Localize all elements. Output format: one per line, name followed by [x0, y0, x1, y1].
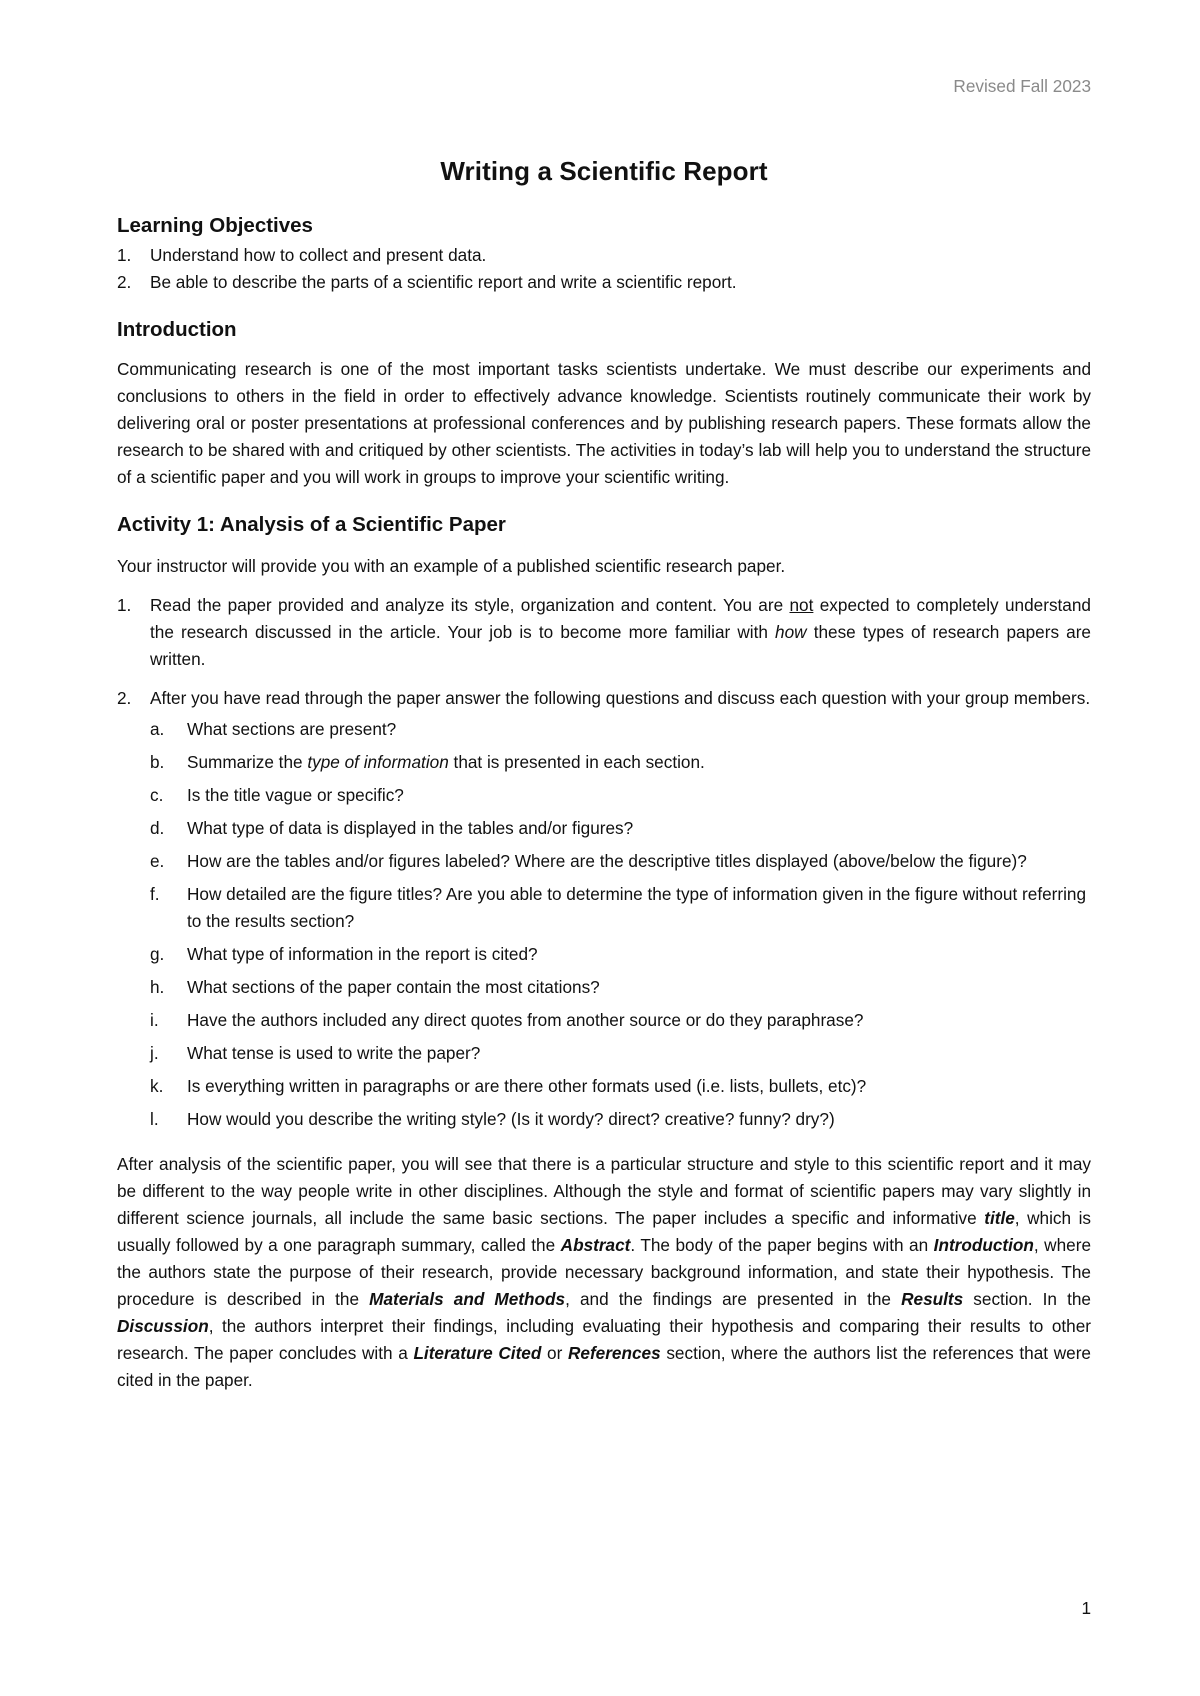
question-text: What sections are present?: [187, 719, 397, 739]
question-letter: g.: [150, 944, 165, 964]
list-item-text: Understand how to collect and present data.: [150, 245, 487, 265]
revision-note: Revised Fall 2023: [953, 76, 1091, 96]
learning-objectives-list: [117, 242, 1091, 296]
introduction-paragraph: Communicating research is one of the most important tasks scientists undertake. We must describe our experiments and conclusions to others in the field in order to effectively advance knowledge. Scientists routinely communicate their work by delivering oral or poster presentations at professional conferences and by publishing research papers. These formats allow the research to be shared with and critiqued by other scientists. The activities in today’s lab will help you to understand the structure of a scientific paper and you will work in groups to improve your scientific writing.: [117, 359, 1091, 487]
question-letter: b.: [150, 752, 165, 772]
question-letter: k.: [150, 1076, 164, 1096]
summary-text: section, where the authors list the references that were cited in the paper.: [117, 1343, 1091, 1390]
question-letter: l.: [150, 1109, 159, 1129]
summary-text: , and the findings are presented in the: [565, 1289, 902, 1309]
question-text: [187, 749, 1091, 776]
question-item: [150, 1106, 1091, 1133]
question-item: [150, 881, 1091, 935]
step-item: [117, 592, 1091, 673]
question-letter: h.: [150, 977, 165, 997]
summary-text: , the authors interpret their findings, including evaluating their hypothesis and comparing their results to other research. The paper concludes with a: [117, 1316, 1091, 1363]
question-list: [150, 716, 1091, 1133]
question-item: [150, 974, 1091, 1001]
question-text-part: Summarize the: [187, 752, 308, 772]
term-title: title: [984, 1208, 1015, 1228]
list-item: [117, 242, 1091, 269]
step-number: 2.: [117, 688, 132, 708]
question-text: Have the authors included any direct quotes from another source or do they paraphrase?: [187, 1010, 864, 1030]
step-number: 1.: [117, 595, 132, 615]
list-item-text: Be able to describe the parts of a scientific report and write a scientific report.: [150, 272, 737, 292]
question-item: [150, 1073, 1091, 1100]
activity1-lead: Your instructor will provide you with an example of a published scientific research paper.: [117, 556, 786, 576]
question-text: What sections of the paper contain the most citations?: [187, 977, 600, 997]
term-discussion: Discussion: [117, 1316, 209, 1336]
step-text: After you have read through the paper answer the following questions and discuss each question with your group members.: [150, 688, 1091, 708]
step-text: [150, 592, 1091, 673]
emphasis-not: not: [789, 595, 814, 615]
activity1-heading: Activity 1: Analysis of a Scientific Paper: [117, 513, 506, 536]
summary-text: . The body of the paper begins with an: [630, 1235, 934, 1255]
learning-objectives-heading: Learning Objectives: [117, 214, 313, 237]
summary-text: , where the authors state the purpose of their research, provide necessary background information, and state their hypothesis. The procedure is described in the: [117, 1235, 1091, 1309]
step-text-part: these types of research papers are written.: [150, 622, 1091, 669]
question-letter: d.: [150, 818, 165, 838]
step-text-part: expected to completely understand the research discussed in the article. Your job is to become more familiar with: [150, 595, 1091, 642]
summary-paragraph: [117, 1151, 1091, 1394]
question-text: How would you describe the writing style? (Is it wordy? direct? creative? funny? dry?): [187, 1109, 835, 1129]
step-item: [117, 685, 1091, 1139]
question-letter: a.: [150, 719, 165, 739]
question-letter: i.: [150, 1010, 159, 1030]
question-text: Is everything written in paragraphs or are there other formats used (i.e. lists, bullets, etc)?: [187, 1076, 867, 1096]
term-references: References: [567, 1343, 661, 1363]
question-item: [150, 815, 1091, 842]
question-item: [150, 716, 1091, 743]
introduction-heading: Introduction: [117, 318, 237, 341]
term-introduction: Introduction: [933, 1235, 1034, 1255]
question-letter: e.: [150, 851, 165, 871]
step-body: [150, 685, 1091, 1139]
summary-text: After analysis of the scientific paper, you will see that there is a particular structure and style to this scientific report and it may be different to the way people write in other disciplines. Although the style and format of scientific papers may vary slightly in different science journals, all include the same basic sections. The paper includes a specific and informative: [117, 1154, 1091, 1228]
question-item: [150, 848, 1091, 875]
question-text: What type of data is displayed in the tables and/or figures?: [187, 818, 634, 838]
question-letter: j.: [150, 1043, 159, 1063]
question-item: [150, 1007, 1091, 1034]
summary-text: section. In the: [963, 1289, 1091, 1309]
question-text: What tense is used to write the paper?: [187, 1043, 481, 1063]
emphasis-how: how: [775, 622, 807, 642]
summary-text: or: [541, 1343, 568, 1363]
list-item: [117, 269, 1091, 296]
page-number: 1: [1081, 1598, 1091, 1618]
question-letter: c.: [150, 785, 164, 805]
list-number: 1.: [117, 245, 132, 265]
summary-text: , which is usually followed by a one paragraph summary, called the: [117, 1208, 1091, 1255]
question-letter: f.: [150, 884, 160, 904]
list-number: 2.: [117, 272, 132, 292]
emphasis-type-of-information: type of information: [307, 752, 449, 772]
step-text-part: Read the paper provided and analyze its style, organization and content. You are: [150, 595, 790, 615]
question-text: How detailed are the figure titles? Are you able to determine the type of information given in the figure without referring to the results section?: [187, 884, 1087, 931]
question-item: [150, 1040, 1091, 1067]
question-text: How are the tables and/or figures labeled? Where are the descriptive titles displayed (above/below the figure)?: [187, 851, 1027, 871]
term-results: Results: [901, 1289, 964, 1309]
question-item: [150, 782, 1091, 809]
document-title: Writing a Scientific Report: [440, 156, 768, 186]
term-literature-cited: Literature Cited: [413, 1343, 542, 1363]
question-item: [150, 941, 1091, 968]
question-text: What type of information in the report is cited?: [187, 944, 538, 964]
term-materials-and-methods: Materials and Methods: [369, 1289, 566, 1309]
question-text: Is the title vague or specific?: [187, 785, 404, 805]
question-text-part: that is presented in each section.: [448, 752, 705, 772]
term-abstract: Abstract: [560, 1235, 631, 1255]
activity1-steps: [117, 592, 1091, 1139]
question-item: [150, 749, 1091, 776]
